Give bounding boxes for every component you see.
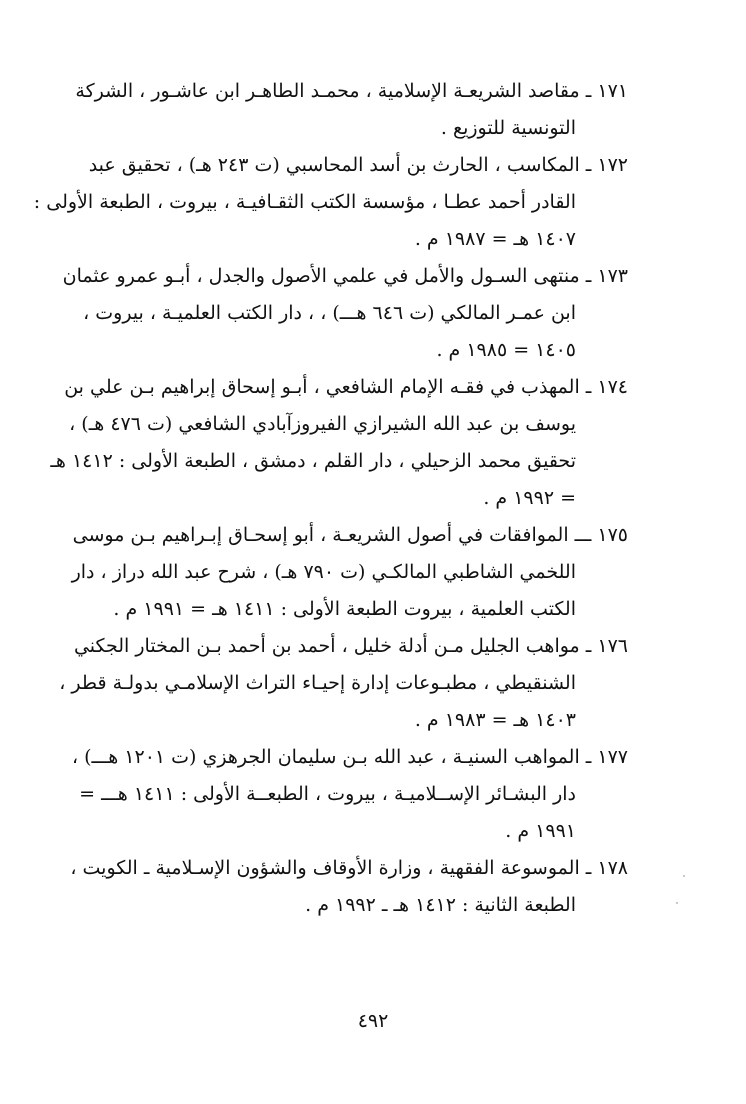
- entry-line: ١٤٠٧ هـ = ١٩٨٧ م .: [414, 228, 576, 250]
- entry-line: تحقيق محمد الزحيلي ، دار القلم ، دمشق ، الطبعة الأولى : ١٤١٢ هـ: [50, 450, 576, 472]
- entry-line: القادر أحمد عطـا ، مؤسسة الكتب الثقـافيـة ، بيروت ، الطبعة الأولى :: [33, 191, 576, 213]
- bibliography-entry-178: [62, 850, 628, 924]
- entry-line: = ١٩٩٢ م .: [483, 487, 576, 509]
- entry-line: التونسية للتوزيع .: [440, 117, 576, 139]
- entry-line: ابن عمـر المالكي (ت ٦٤٦ هـــ) ، ، دار الكتب العلميـة ، بيروت ،: [83, 302, 576, 324]
- bibliography-entry-174: [50, 369, 628, 517]
- entry-line: الكتب العلمية ، بيروت الطبعة الأولى : ١٤١١ هـ = ١٩٩١ م .: [113, 598, 576, 620]
- entry-line: ١٧١ ـ مقاصد الشريعـة الإسلامية ، محمـد الطاهـر ابن عاشـور ، الشركة: [75, 80, 628, 102]
- entry-line: اللخمي الشاطبي المالكـي (ت ٧٩٠ هـ) ، شرح عبد الله دراز ، دار: [71, 561, 576, 583]
- entry-line: ١٩٩١ م .: [505, 820, 576, 842]
- entry-line: دار البشـائر الإســلاميـة ، بيروت ، الطبعــة الأولى : ١٤١١ هـــ =: [79, 783, 576, 805]
- bibliography-entry-171: [62, 73, 628, 147]
- page-number: ٤٩٢: [357, 1010, 389, 1032]
- bibliography-entry-176: [59, 628, 628, 739]
- entry-line: ١٧٦ ـ مواهب الجليل مـن أدلة خليل ، أحمد بن أحمد بـن المختار الجكني: [73, 635, 628, 657]
- entry-line: يوسف بن عبد الله الشيرازي الفيروزآبادي الشافعي (ت ٤٧٦ هـ) ،: [69, 413, 576, 435]
- entry-line: الشنقيطي ، مطبـوعات إدارة إحيـاء التراث الإسلامـي بدولـة قطر ،: [59, 672, 576, 694]
- scan-speck: [683, 875, 685, 877]
- bibliography-entry-173: [62, 258, 628, 369]
- bibliography-entry-175: [62, 517, 628, 628]
- scan-speck: [676, 902, 678, 904]
- entry-line: ١٤٠٥ = ١٩٨٥ م .: [436, 339, 576, 361]
- entry-line: ١٧٥ ـــ الموافقات في أصول الشريعـة ، أبو إسحـاق إبـراهيم بـن موسى: [72, 524, 628, 546]
- bibliography-list: [33, 73, 628, 924]
- entry-line: ١٤٠٣ هـ = ١٩٨٣ م .: [414, 709, 576, 731]
- entry-line: ١٧٢ ـ المكاسب ، الحارث بن أسد المحاسبي (ت ٢٤٣ هـ) ، تحقيق عبد: [88, 154, 628, 176]
- entry-line: ١٧٨ ـ الموسوعة الفقهية ، وزارة الأوقاف والشؤون الإسـلامية ـ الكويت ،: [70, 857, 628, 879]
- bibliography-entry-177: [62, 739, 628, 850]
- entry-line: ١٧٤ ـ المهذب في فقـه الإمام الشافعي ، أبـو إسحاق إبراهيم بـن علي بن: [64, 376, 628, 398]
- entry-line: ١٧٣ ـ منتهى السـول والأمل في علمي الأصول والجدل ، أبـو عمرو عثمان: [62, 265, 628, 287]
- bibliography-entry-172: [33, 147, 628, 258]
- entry-line: ١٧٧ ـ المواهب السنيـة ، عبد الله بـن سليمان الجرهزي (ت ١٢٠١ هـــ) ،: [71, 746, 628, 768]
- entry-line: الطبعة الثانية : ١٤١٢ هـ ـ ١٩٩٢ م .: [305, 894, 576, 916]
